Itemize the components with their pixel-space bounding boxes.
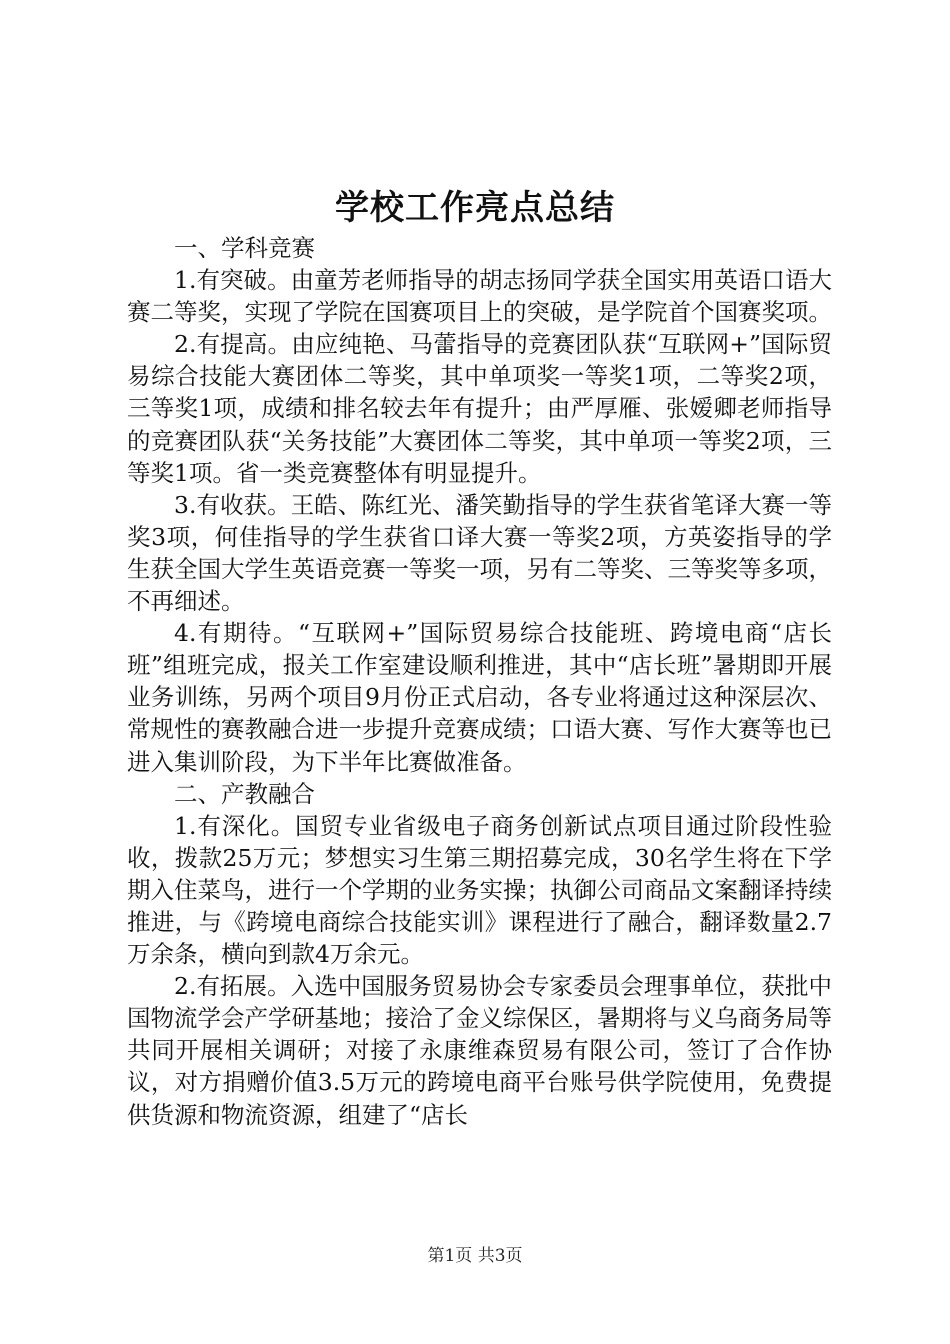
paragraph-1-4: 4.有期待。“互联网+”国际贸易综合技能班、跨境电商“店长班”组班完成，报关工作室建设顺利推进，其中“店长班”暑期即开展业务训练，另两个项目9月份正式启动，各专业将通过这种深层次、常规性的赛教融合进一步提升竞赛成绩；口语大赛、写作大赛等也已进入集训阶段，为下半年比赛做准备。 (127, 619, 832, 776)
section-heading-2: 二、产教融合 (174, 779, 315, 808)
document-title: 学校工作亮点总结 (335, 188, 615, 228)
paragraph-1-3: 3.有收获。王皓、陈红光、潘笑勤指导的学生获省笔译大赛一等奖3项，何佳指导的学生获省口译大赛一等奖2项，方英姿指导的学生获全国大学生英语竞赛一等奖一项，另有二等奖、三等奖等多项，不再细述。 (127, 490, 832, 616)
paragraph-2-2: 2.有拓展。入选中国服务贸易协会专家委员会理事单位，获批中国物流学会产学研基地；接洽了金义综保区，暑期将与义乌商务局等共同开展相关调研；对接了永康维森贸易有限公司，签订了合作协议，对方捐赠价值3.5万元的跨境电商平台账号供学院使用，免费提供货源和物流资源，组建了“店长 (127, 972, 832, 1129)
page-footer: 第1页 共3页 (427, 1246, 523, 1266)
section-heading-1: 一、学科竞赛 (174, 234, 315, 262)
paragraph-1-1: 1.有突破。由童芳老师指导的胡志扬同学获全国实用英语口语大赛二等奖，实现了学院在国赛项目上的突破，是学院首个国赛奖项。 (127, 266, 832, 327)
document-body (127, 232, 832, 1131)
paragraph-2-1: 1.有深化。国贸专业省级电子商务创新试点项目通过阶段性验收，拨款25万元；梦想实习生第三期招募完成，30名学生将在下学期入住菜鸟，进行一个学期的业务实操；执御公司商品文案翻译持续推进，与《跨境电商综合技能实训》课程进行了融合，翻译数量2.7万余条，横向到款4万余元。 (127, 811, 832, 969)
paragraph-1-2: 2.有提高。由应纯艳、马蕾指导的竞赛团队获“互联网+”国际贸易综合技能大赛团体二等奖，其中单项奖一等奖1项，二等奖2项，三等奖1项，成绩和排名较去年有提升；由严厚雁、张嫒卿老师指导的竞赛团队获“关务技能”大赛团体二等奖，其中单项一等奖2项，三等奖1项。省一类竞赛整体有明显提升。 (127, 330, 832, 487)
